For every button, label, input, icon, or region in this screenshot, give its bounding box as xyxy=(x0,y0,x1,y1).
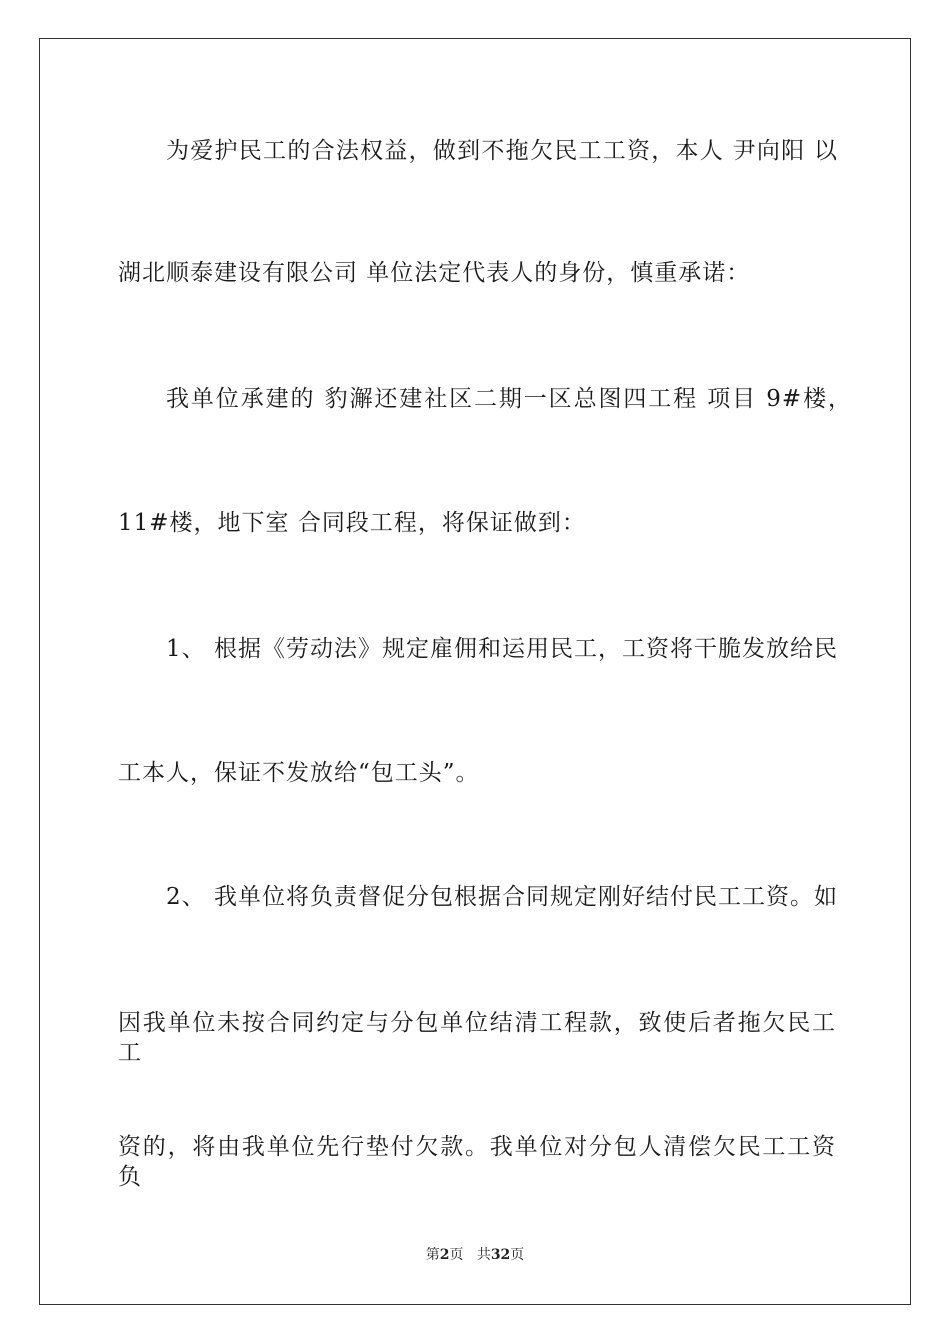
page-prefix: 第 xyxy=(425,1247,440,1263)
text-line-3: 我单位承建的 豹澥还建社区二期一区总图四工程 项目 9#楼， xyxy=(166,386,852,412)
total-suffix: 页 xyxy=(510,1247,525,1263)
page-border xyxy=(39,38,911,1305)
text-line-9: 资的，将由我单位先行垫付欠款。我单位对分包人清偿欠民工工资负 xyxy=(118,1134,836,1190)
page-suffix: 页 xyxy=(449,1247,464,1263)
total-pages: 32 xyxy=(490,1247,511,1263)
page-footer xyxy=(0,1246,950,1264)
page-number: 2 xyxy=(439,1247,450,1263)
text-line-2: 湖北顺泰建设有限公司 单位法定代表人的身份，慎重承诺： xyxy=(118,260,751,286)
text-line-4: 11#楼，地下室 合同段工程，将保证做到： xyxy=(118,510,586,536)
text-line-7: 2、 我单位将负责督促分包根据合同规定刚好结付民工工资。如 xyxy=(166,884,838,910)
text-line-1: 为爱护民工的合法权益，做到不拖欠民工工资，本人 尹向阳 以 xyxy=(166,138,838,164)
text-line-6: 工本人，保证不发放给“包工头”。 xyxy=(118,760,480,786)
text-line-8: 因我单位未按合同约定与分包单位结清工程款，致使后者拖欠民工工 xyxy=(118,1010,836,1066)
text-line-5: 1、 根据《劳动法》规定雇佣和运用民工，工资将干脆发放给民 xyxy=(166,636,838,662)
total-prefix: 共 xyxy=(476,1247,491,1263)
